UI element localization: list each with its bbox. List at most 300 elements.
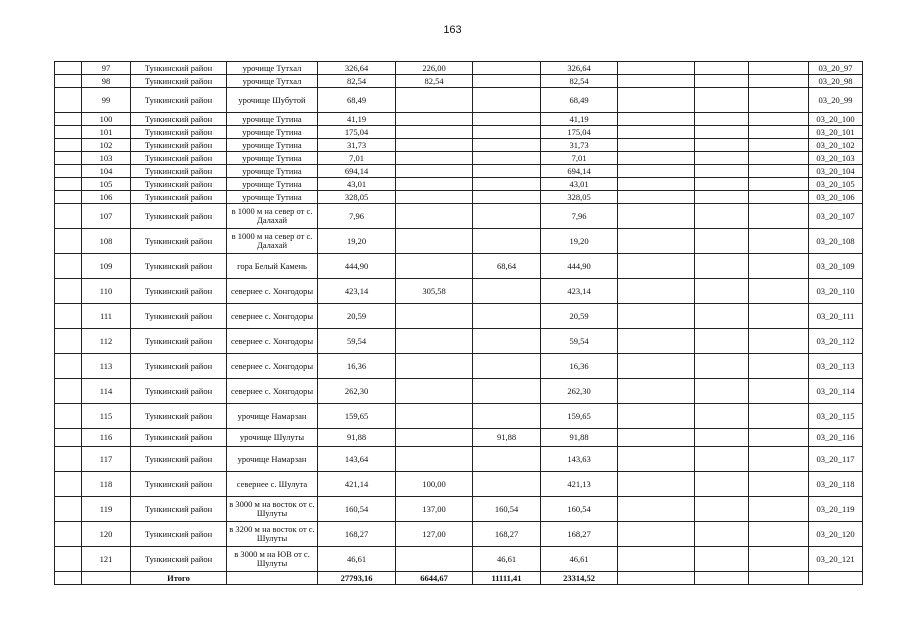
place-cell: урочище Намарзан	[227, 447, 318, 472]
empty-cell	[749, 429, 809, 447]
area-col4-cell: 262,30	[541, 379, 618, 404]
place-cell: урочище Тутина	[227, 139, 318, 152]
area-col3-cell	[473, 62, 541, 75]
district-cell: Тункинский район	[131, 62, 227, 75]
area-col4-cell: 160,54	[541, 497, 618, 522]
empty-cell	[749, 329, 809, 354]
empty-cell	[618, 229, 695, 254]
district-cell: Тункинский район	[131, 354, 227, 379]
area-col3-cell: 46,61	[473, 547, 541, 572]
area-total-cell: 175,04	[318, 126, 396, 139]
empty-cell	[618, 178, 695, 191]
place-cell: урочище Тутхал	[227, 75, 318, 88]
area-total-cell: 7,96	[318, 204, 396, 229]
row-number: 101	[82, 126, 131, 139]
area-col4-cell: 59,54	[541, 329, 618, 354]
row-number: 120	[82, 522, 131, 547]
row-number: 104	[82, 165, 131, 178]
area-total-cell: 19,20	[318, 229, 396, 254]
district-cell: Тункинский район	[131, 254, 227, 279]
empty-cell	[749, 178, 809, 191]
area-col4-cell: 421,13	[541, 472, 618, 497]
table-row	[55, 472, 863, 497]
margin-cell	[55, 229, 82, 254]
district-cell: Тункинский район	[131, 547, 227, 572]
row-number: 113	[82, 354, 131, 379]
area-total-cell: 262,30	[318, 379, 396, 404]
area-col4-cell: 143,63	[541, 447, 618, 472]
row-number: 117	[82, 447, 131, 472]
margin-cell	[55, 165, 82, 178]
area-total-cell: 68,49	[318, 88, 396, 113]
area-col3-cell	[473, 304, 541, 329]
area-col2-cell: 137,00	[396, 497, 473, 522]
district-cell: Тункинский район	[131, 404, 227, 429]
empty-cell	[618, 139, 695, 152]
table-row	[55, 139, 863, 152]
area-total-cell: 159,65	[318, 404, 396, 429]
code-cell: 03_20_99	[809, 88, 863, 113]
area-col2-cell	[396, 126, 473, 139]
row-number: 111	[82, 304, 131, 329]
empty-cell	[749, 572, 809, 585]
empty-cell	[618, 88, 695, 113]
table-row	[55, 354, 863, 379]
area-col3-cell	[473, 88, 541, 113]
margin-cell	[55, 152, 82, 165]
area-col3-cell	[473, 139, 541, 152]
area-col2-cell	[396, 354, 473, 379]
district-cell: Тункинский район	[131, 126, 227, 139]
empty-cell	[618, 75, 695, 88]
empty-cell	[695, 126, 749, 139]
row-number: 98	[82, 75, 131, 88]
empty-cell	[749, 165, 809, 178]
data-table	[54, 61, 863, 585]
table-row	[55, 429, 863, 447]
table-row	[55, 547, 863, 572]
district-cell: Тункинский район	[131, 279, 227, 304]
empty-cell	[695, 113, 749, 126]
margin-cell	[55, 572, 82, 585]
code-cell: 03_20_120	[809, 522, 863, 547]
area-col3-cell: 68,64	[473, 254, 541, 279]
code-cell: 03_20_115	[809, 404, 863, 429]
area-col2-cell	[396, 139, 473, 152]
area-total-cell: 41,19	[318, 113, 396, 126]
area-total-cell: 694,14	[318, 165, 396, 178]
table-row	[55, 204, 863, 229]
code-cell: 03_20_101	[809, 126, 863, 139]
place-cell: севернее с. Хонгодоры	[227, 354, 318, 379]
margin-cell	[55, 329, 82, 354]
row-number: 100	[82, 113, 131, 126]
area-col4-cell: 41,19	[541, 113, 618, 126]
empty-cell	[749, 139, 809, 152]
area-col3-cell	[473, 178, 541, 191]
empty-cell	[695, 62, 749, 75]
place-cell: урочище Тутина	[227, 152, 318, 165]
area-col4-cell: 7,01	[541, 152, 618, 165]
empty-cell	[695, 165, 749, 178]
row-number: 109	[82, 254, 131, 279]
table-row	[55, 522, 863, 547]
area-col2-cell	[396, 113, 473, 126]
table-row	[55, 497, 863, 522]
area-col4-cell: 326,64	[541, 62, 618, 75]
row-number: 99	[82, 88, 131, 113]
area-col3-cell	[473, 204, 541, 229]
area-col3-cell	[473, 379, 541, 404]
area-col3-cell	[473, 472, 541, 497]
place-cell: урочище Намарзан	[227, 404, 318, 429]
area-total-cell: 82,54	[318, 75, 396, 88]
area-col2-cell	[396, 204, 473, 229]
area-col3-cell	[473, 126, 541, 139]
margin-cell	[55, 279, 82, 304]
table-row	[55, 152, 863, 165]
area-col3-cell	[473, 447, 541, 472]
area-col4-cell: 423,14	[541, 279, 618, 304]
place-cell: урочище Тутхал	[227, 62, 318, 75]
empty-cell	[695, 279, 749, 304]
table-row	[55, 329, 863, 354]
place-cell: севернее с. Хонгодоры	[227, 304, 318, 329]
empty-cell	[695, 472, 749, 497]
empty-cell	[695, 522, 749, 547]
area-col3-cell: 168,27	[473, 522, 541, 547]
area-col2-cell	[396, 304, 473, 329]
empty-cell	[695, 547, 749, 572]
area-col3-cell	[473, 354, 541, 379]
row-number: 107	[82, 204, 131, 229]
code-cell: 03_20_118	[809, 472, 863, 497]
empty-cell	[749, 379, 809, 404]
place-cell: урочище Тутина	[227, 191, 318, 204]
row-number: 105	[82, 178, 131, 191]
empty-cell	[695, 329, 749, 354]
margin-cell	[55, 472, 82, 497]
empty-cell	[749, 88, 809, 113]
area-total-cell: 59,54	[318, 329, 396, 354]
margin-cell	[55, 139, 82, 152]
area-total-cell: 160,54	[318, 497, 396, 522]
empty-cell	[695, 139, 749, 152]
empty-cell	[618, 547, 695, 572]
place-cell: в 3000 м на ЮВ от с. Шулуты	[227, 547, 318, 572]
margin-cell	[55, 191, 82, 204]
empty-cell	[749, 404, 809, 429]
empty-cell	[618, 191, 695, 204]
code-cell: 03_20_97	[809, 62, 863, 75]
empty-cell	[618, 572, 695, 585]
empty-cell	[695, 204, 749, 229]
area-col2-cell	[396, 429, 473, 447]
place-cell: урочище Тутина	[227, 165, 318, 178]
empty-cell	[749, 254, 809, 279]
area-col2-cell	[396, 178, 473, 191]
area-col3-cell	[473, 152, 541, 165]
code-cell: 03_20_111	[809, 304, 863, 329]
empty-cell	[749, 522, 809, 547]
empty-cell	[618, 522, 695, 547]
area-total-cell: 16,36	[318, 354, 396, 379]
district-cell: Тункинский район	[131, 522, 227, 547]
code-cell: 03_20_107	[809, 204, 863, 229]
district-cell: Тункинский район	[131, 204, 227, 229]
area-col2-cell: 82,54	[396, 75, 473, 88]
empty-cell	[749, 62, 809, 75]
margin-cell	[55, 113, 82, 126]
empty-cell	[227, 572, 318, 585]
empty-cell	[82, 572, 131, 585]
empty-cell	[749, 229, 809, 254]
area-col2-cell	[396, 229, 473, 254]
empty-cell	[749, 304, 809, 329]
empty-cell	[749, 472, 809, 497]
code-cell: 03_20_116	[809, 429, 863, 447]
empty-cell	[749, 204, 809, 229]
table-row	[55, 404, 863, 429]
row-number: 103	[82, 152, 131, 165]
district-cell: Тункинский район	[131, 329, 227, 354]
empty-cell	[749, 191, 809, 204]
area-col2-cell: 226,00	[396, 62, 473, 75]
code-cell: 03_20_108	[809, 229, 863, 254]
margin-cell	[55, 379, 82, 404]
empty-cell	[695, 404, 749, 429]
empty-cell	[695, 447, 749, 472]
empty-cell	[695, 497, 749, 522]
row-number: 106	[82, 191, 131, 204]
empty-cell	[695, 75, 749, 88]
district-cell: Тункинский район	[131, 165, 227, 178]
area-col4-cell: 16,36	[541, 354, 618, 379]
empty-cell	[618, 472, 695, 497]
margin-cell	[55, 204, 82, 229]
area-col2-cell	[396, 191, 473, 204]
area-col2-cell: 100,00	[396, 472, 473, 497]
area-col4-cell: 43,01	[541, 178, 618, 191]
area-total-cell: 7,01	[318, 152, 396, 165]
margin-cell	[55, 447, 82, 472]
margin-cell	[55, 88, 82, 113]
code-cell: 03_20_121	[809, 547, 863, 572]
place-cell: урочище Тутина	[227, 126, 318, 139]
margin-cell	[55, 547, 82, 572]
empty-cell	[618, 447, 695, 472]
empty-cell	[749, 152, 809, 165]
area-col2-cell	[396, 329, 473, 354]
area-col2-cell: 127,00	[396, 522, 473, 547]
row-number: 108	[82, 229, 131, 254]
margin-cell	[55, 126, 82, 139]
district-cell: Тункинский район	[131, 229, 227, 254]
empty-cell	[749, 547, 809, 572]
area-col3-cell	[473, 75, 541, 88]
empty-cell	[618, 62, 695, 75]
area-total-cell: 421,14	[318, 472, 396, 497]
code-cell: 03_20_112	[809, 329, 863, 354]
code-cell: 03_20_106	[809, 191, 863, 204]
place-cell: севернее с. Хонгодоры	[227, 329, 318, 354]
place-cell: севернее с. Хонгодоры	[227, 379, 318, 404]
code-cell: 03_20_117	[809, 447, 863, 472]
margin-cell	[55, 354, 82, 379]
row-number: 112	[82, 329, 131, 354]
place-cell: урочище Шубутой	[227, 88, 318, 113]
total-c2: 6644,67	[396, 572, 473, 585]
area-col4-cell: 68,49	[541, 88, 618, 113]
area-total-cell: 43,01	[318, 178, 396, 191]
margin-cell	[55, 62, 82, 75]
empty-cell	[618, 204, 695, 229]
area-col4-cell: 159,65	[541, 404, 618, 429]
place-cell: урочище Тутина	[227, 113, 318, 126]
area-total-cell: 20,59	[318, 304, 396, 329]
empty-cell	[749, 113, 809, 126]
code-cell: 03_20_114	[809, 379, 863, 404]
table-row	[55, 254, 863, 279]
table-row	[55, 279, 863, 304]
area-col3-cell	[473, 191, 541, 204]
row-number: 102	[82, 139, 131, 152]
empty-cell	[749, 354, 809, 379]
empty-cell	[618, 329, 695, 354]
table-row	[55, 126, 863, 139]
row-number: 115	[82, 404, 131, 429]
empty-cell	[749, 497, 809, 522]
table-row	[55, 191, 863, 204]
row-number: 114	[82, 379, 131, 404]
table-row	[55, 62, 863, 75]
place-cell: в 3000 м на восток от с. Шулуты	[227, 497, 318, 522]
table-row	[55, 304, 863, 329]
area-total-cell: 444,90	[318, 254, 396, 279]
empty-cell	[749, 447, 809, 472]
empty-cell	[695, 88, 749, 113]
total-c1: 27793,16	[318, 572, 396, 585]
area-col4-cell: 91,88	[541, 429, 618, 447]
margin-cell	[55, 178, 82, 191]
area-col4-cell: 175,04	[541, 126, 618, 139]
empty-cell	[695, 379, 749, 404]
area-col4-cell: 31,73	[541, 139, 618, 152]
place-cell: урочище Шулуты	[227, 429, 318, 447]
empty-cell	[695, 229, 749, 254]
district-cell: Тункинский район	[131, 178, 227, 191]
area-col2-cell	[396, 254, 473, 279]
place-cell: в 1000 м на север от с. Далахай	[227, 204, 318, 229]
margin-cell	[55, 522, 82, 547]
empty-cell	[618, 254, 695, 279]
code-cell: 03_20_100	[809, 113, 863, 126]
area-col3-cell: 91,88	[473, 429, 541, 447]
code-cell: 03_20_110	[809, 279, 863, 304]
table-row	[55, 165, 863, 178]
area-col4-cell: 444,90	[541, 254, 618, 279]
place-cell: севернее с. Хонгодоры	[227, 279, 318, 304]
area-col4-cell: 19,20	[541, 229, 618, 254]
empty-cell	[618, 354, 695, 379]
total-label: Итого	[131, 572, 227, 585]
empty-cell	[749, 279, 809, 304]
area-col4-cell: 82,54	[541, 75, 618, 88]
total-row	[55, 572, 863, 585]
margin-cell	[55, 497, 82, 522]
row-number: 97	[82, 62, 131, 75]
area-total-cell: 91,88	[318, 429, 396, 447]
row-number: 119	[82, 497, 131, 522]
empty-cell	[809, 572, 863, 585]
table-row	[55, 178, 863, 191]
empty-cell	[618, 404, 695, 429]
empty-cell	[618, 165, 695, 178]
table-row	[55, 379, 863, 404]
area-col3-cell: 160,54	[473, 497, 541, 522]
district-cell: Тункинский район	[131, 379, 227, 404]
code-cell: 03_20_119	[809, 497, 863, 522]
margin-cell	[55, 304, 82, 329]
empty-cell	[695, 429, 749, 447]
area-col3-cell	[473, 404, 541, 429]
table-row	[55, 113, 863, 126]
empty-cell	[618, 113, 695, 126]
empty-cell	[695, 152, 749, 165]
total-c4: 23314,52	[541, 572, 618, 585]
district-cell: Тункинский район	[131, 447, 227, 472]
empty-cell	[695, 178, 749, 191]
area-total-cell: 46,61	[318, 547, 396, 572]
code-cell: 03_20_109	[809, 254, 863, 279]
empty-cell	[618, 304, 695, 329]
area-col3-cell	[473, 229, 541, 254]
empty-cell	[695, 572, 749, 585]
area-col4-cell: 168,27	[541, 522, 618, 547]
area-total-cell: 168,27	[318, 522, 396, 547]
table-row	[55, 229, 863, 254]
row-number: 116	[82, 429, 131, 447]
area-col4-cell: 46,61	[541, 547, 618, 572]
district-cell: Тункинский район	[131, 75, 227, 88]
area-col2-cell	[396, 404, 473, 429]
district-cell: Тункинский район	[131, 429, 227, 447]
place-cell: севернее с. Шулута	[227, 472, 318, 497]
area-col3-cell	[473, 113, 541, 126]
row-number: 121	[82, 547, 131, 572]
area-col3-cell	[473, 279, 541, 304]
district-cell: Тункинский район	[131, 139, 227, 152]
district-cell: Тункинский район	[131, 304, 227, 329]
area-col4-cell: 20,59	[541, 304, 618, 329]
empty-cell	[695, 254, 749, 279]
area-col4-cell: 328,05	[541, 191, 618, 204]
area-col4-cell: 694,14	[541, 165, 618, 178]
area-total-cell: 143,64	[318, 447, 396, 472]
district-cell: Тункинский район	[131, 472, 227, 497]
margin-cell	[55, 429, 82, 447]
empty-cell	[618, 126, 695, 139]
empty-cell	[618, 429, 695, 447]
district-cell: Тункинский район	[131, 191, 227, 204]
total-c3: 11111,41	[473, 572, 541, 585]
row-number: 110	[82, 279, 131, 304]
area-total-cell: 31,73	[318, 139, 396, 152]
place-cell: в 1000 м на север от с. Далахай	[227, 229, 318, 254]
area-col2-cell	[396, 152, 473, 165]
empty-cell	[618, 379, 695, 404]
margin-cell	[55, 75, 82, 88]
